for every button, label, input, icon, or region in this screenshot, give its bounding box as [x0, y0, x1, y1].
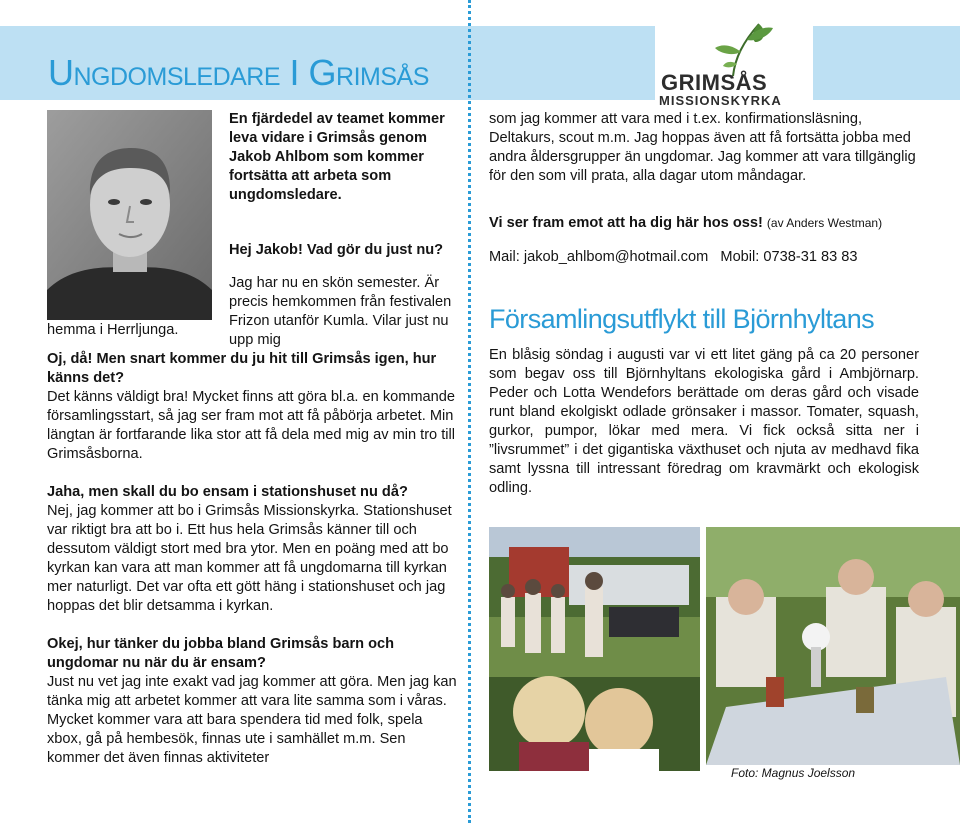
photo-fika-table — [706, 527, 960, 765]
portrait-photo — [47, 110, 212, 320]
interview-question-4: Okej, hur tänker du jobba bland Grimsås barn och ungdomar nu när du är ensam? — [47, 636, 395, 671]
church-logo — [655, 18, 813, 106]
logo-line1: GRIMSÅS — [661, 70, 768, 95]
interview-answer-2: Det känns väldigt bra! Mycket finns att göra bl.a. en kommande församlingsstart, så jag ser fram mot att få påbörja arbetet. Min längtan är fortfarande lika stor att få dela med mig av min tro till Grimsåsborna. — [47, 389, 456, 462]
closing-line — [489, 214, 929, 233]
closing-author: (av Anders Westman) — [766, 216, 883, 230]
interview-question-2: Oj, då! Men snart kommer du ju hit till Grimsås igen, hur känns det? — [47, 351, 437, 386]
photo-garden-group — [489, 527, 700, 771]
interview-question-1: Hej Jakob! Vad gör du just nu? — [229, 241, 444, 258]
interview-question-3: Jaha, men skall du bo ensam i stationshuset nu då? — [47, 484, 408, 500]
trip-article-text: En blåsig söndag i augusti var vi ett litet gäng på ca 20 personer som begav oss till Björnhyltans ekologiska gård i Ambjörnarp. Peder och Lotta Wendefors berättade om deras gård och visade runt bland ekolgiskt odlade grönsaker i massor. Tomater, squash, gurkor, pumpor, lökar med mera. Vi fick också sitta ner i ”livsrummet” i det gigantiska växthuset och njuta av medhavd fika samt lyssna till intressant föredrag om kravmärkt och ekologisk odling. — [489, 347, 919, 496]
interview-q1-block — [229, 226, 459, 365]
section-title: Församlingsutflykt till Björnhyltans — [489, 304, 875, 334]
intro-text: En fjärdedel av teamet kommer leva vidare i Grimsås genom Jakob Ahlbom som kommer fortsätta att arbeta som ungdomsledare. — [229, 111, 445, 203]
contact-mobile: Mobil: 0738-31 83 83 — [720, 249, 858, 265]
interview-answer-4: Just nu vet jag inte exakt vad jag kommer att göra. Men jag kan tänka mig att arbetet kommer att vara lite samma som i våras. Mycket kommer vara att bara spendera tid med folk, spela xbox, gå på hembesök, finnas ute i samhället m.m. Sen kommer det även finnas aktiviteter — [47, 674, 457, 766]
interview-answer-1: Jag har nu en skön semester. Är precis hemkommen från festivalen Frizon utanför Kumla. Vilar just nu upp mig — [229, 275, 452, 349]
contact-mail: Mail: jakob_ahlbom@hotmail.com — [489, 249, 709, 265]
contact-line — [489, 248, 929, 267]
interview-answer-3: Nej, jag kommer att bo i Grimsås Missionskyrka. Stationshuset var riktigt bra att bo i. Ett hus hela Grimsås känner till och dessutom väldigt stort med bra ytor. Men en poäng med att bo kyrkan kan vara att man kommer att få ungdomarna till kyrkan mer naturligt. Det var ofta ett gött häng i stationshuset och jag hoppas det blir detsamma i kyrkan. — [47, 503, 452, 614]
photo-credit: Foto: Magnus Joelsson — [731, 766, 856, 780]
logo-line2: MISSIONSKYRKA — [659, 93, 782, 108]
closing-text: Vi ser fram emot att ha dig här hos oss! — [489, 215, 763, 231]
interview-answer-1-continued: hemma i Herrljunga. — [47, 322, 179, 338]
sprout-icon — [655, 18, 813, 78]
interview-left-body — [47, 350, 459, 768]
page-heading: Ungdomsledare I Grimsås — [48, 52, 429, 93]
interview-answer-4-continued: som jag kommer att vara med i t.ex. konfirmationsläsning, Deltakurs, scout m.m. Jag hoppas även att få fortsätta jobba med andra åldersgrupper än ungdomar. Jag kommer att vara tillgänglig för den som vill prata, alla dagar utom måndagar. — [489, 111, 916, 184]
column-divider — [468, 0, 471, 823]
